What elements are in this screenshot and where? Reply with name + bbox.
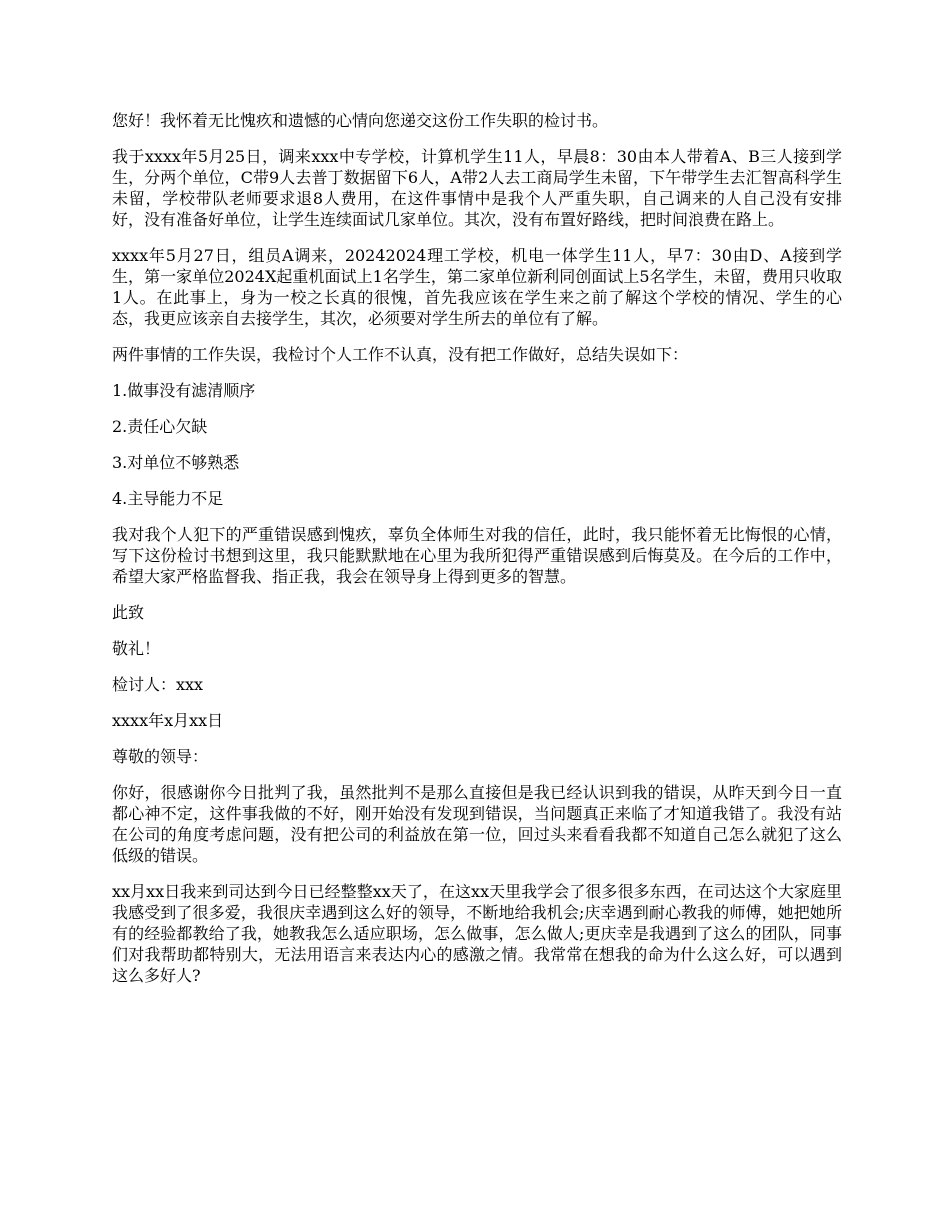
signature-line: 检讨人：xxx	[112, 675, 204, 694]
body-paragraph: 你好，很感谢你今日批判了我，虽然批判不是那么直接但是我已经认识到我的错误，从昨天到今日一直都心神不定，这件事我做的不好，刚开始没有发现到错误，当问题真正来临了才知道我错了。我没有站在公司的角度考虑问题，没有把公司的利益放在第一位，回过头来看看我都不知道自己怎么就犯了这么低级的错误。	[112, 783, 842, 865]
closing-line: 此致	[112, 603, 145, 622]
body-paragraph: xxxx年5月27日，组员A调来，20242024理工学校，机电一体学生11人，早7：30由D、A接到学生，第一家单位2024X起重机面试上1名学生，第二家单位新利同创面试上5名学生，未留，费用只收取1人。在此事上，身为一校之长真的很愧，首先我应该在学生来之前了解这个学校的情况、学生的心态，我更应该亲自去接学生，其次，必须要对学生所去的单位有了解。	[112, 246, 842, 328]
body-paragraph: 我对我个人犯下的严重错误感到愧疚，辜负全体师生对我的信任，此时，我只能怀着无比悔恨的心情，写下这份检讨书想到这里，我只能默默地在心里为我所犯得严重错误感到后悔莫及。在今后的工作中，希望大家严格监督我、指正我，我会在领导身上得到更多的智慧。	[112, 525, 842, 586]
body-paragraph: xx月xx日我来到司达到今日已经整整xx天了，在这xx天里我学会了很多很多东西，在司达这个大家庭里我感受到了很多爱，我很庆幸遇到这么好的领导，不断地给我机会;庆幸遇到耐心教我的师傅，她把她所有的经验都教给了我，她教我怎么适应职场，怎么做事，怎么做人;更庆幸是我遇到了这么的团队，同事们对我帮助都特别大，无法用语言来表达内心的感激之情。我常常在想我的命为什么这么好，可以遇到这么多好人?	[112, 882, 842, 985]
list-item: 3.对单位不够熟悉	[112, 453, 240, 472]
document-body	[112, 110, 842, 1001]
closing-salute: 敬礼！	[112, 639, 161, 658]
date-line: xxxx年x月xx日	[112, 711, 224, 730]
body-paragraph: 两件事情的工作失误，我检讨个人工作不认真，没有把工作做好，总结失误如下：	[112, 345, 689, 364]
body-paragraph: 我于xxxx年5月25日，调来xxx中专学校，计算机学生11人，早晨8：30由本人带着A、B三人接到学生，分两个单位，C带9人去普丁数据留下6人，A带2人去工商局学生未留，下午带学生去汇智高科学生未留，学校带队老师要求退8人费用，在这件事情中是我个人严重失职，自己调来的人自己没有安排好，没有准备好单位，让学生连续面试几家单位。其次，没有布置好路线，把时间浪费在路上。	[112, 147, 842, 229]
salutation: 尊敬的领导：	[112, 747, 209, 766]
greeting-paragraph: 您好！我怀着无比愧疚和遗憾的心情向您递交这份工作失职的检讨书。	[112, 111, 609, 130]
list-item: 4.主导能力不足	[112, 489, 224, 508]
list-item: 2.责任心欠缺	[112, 417, 208, 436]
list-item: 1.做事没有滤清顺序	[112, 381, 256, 400]
